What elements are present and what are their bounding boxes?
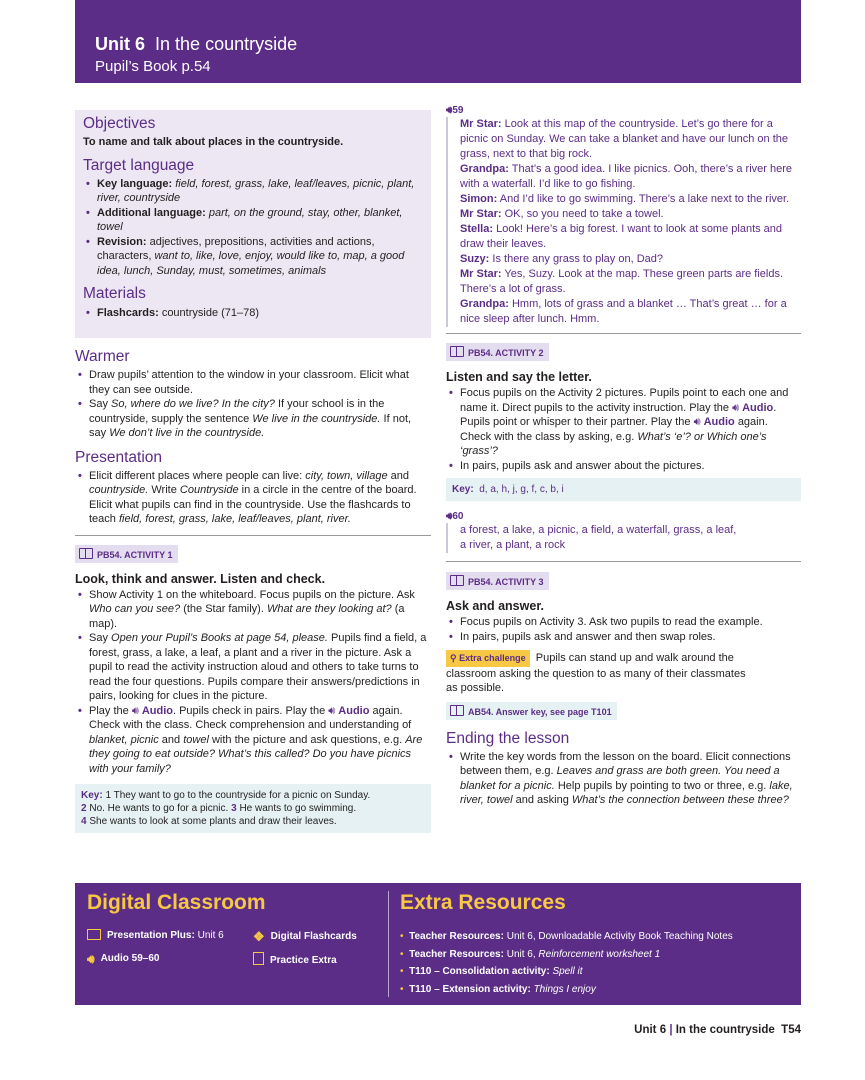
left-column [75,347,431,833]
extra-resources-list [400,928,795,998]
audio-script-59 [446,117,801,327]
materials-list [83,306,423,321]
activity1-badge: PB54. ACTIVITY 1 [75,545,178,563]
list-item[interactable]: • Teacher Resources: Unit 6, Reinforcement worksheet 1 [400,948,661,960]
script-line: Stella: Look! Here’s a big forest. I want to look at some plants and draw their leaves. [460,223,783,250]
extra-challenge: ⚲ Extra challenge Pupils can stand up and walk around the classroom asking the question to as many of their classmates as possible. [446,652,746,694]
divider [446,561,801,562]
list-item: • Additional language: part, on the ground, stay, other, blanket, towel [83,206,423,235]
activity2-key: Key: d, a, h, j, g, f, c, b, i [446,478,801,501]
audio-link[interactable]: 🔊︎ Audio [732,401,774,414]
footer-divider [388,891,389,997]
audio-item[interactable]: 🔊︎ Audio 59–60 [87,952,160,966]
audio-link[interactable]: 🔊︎ Audio [328,704,370,717]
audio-icon: 🔊︎ [446,511,453,522]
activity1-list [75,588,431,777]
list-item: • Show Activity 1 on the whiteboard. Focus pupils on the picture. Ask Who can you see? (the Star family). What are they looking at? (a map). [75,588,431,632]
right-column [446,105,801,808]
extra-resources-heading: Extra Resources [400,891,566,914]
warmer-heading: Warmer [75,348,130,365]
divider [75,535,431,536]
practice-icon [253,952,264,965]
list-item: • Say Open your Pupil’s Books at page 54, please. Pupils find a field, a forest, grass, a lake, a leaf, a plant and a river in the picture. Ask a pupil to read the activity instruction aloud and others to take turns to read the four questions. Pupils compare their answers/predictions in pairs, looking for clues in the picture. [75,631,431,704]
script-line: Simon: And I’d like to go swimming. There’s a lake next to the river. [460,193,790,205]
activity3-heading: Ask and answer. [446,599,544,613]
ending-heading: Ending the lesson [446,729,570,747]
script-line: Mr Star: OK, so you need to take a towel. [460,208,664,220]
book-icon [450,705,464,716]
presentation-heading: Presentation [75,448,163,466]
activity1-key: Key: 1 They want to go to the countryside for a picnic on Sunday. 2 No. He wants to go for a picnic. 3 He wants to go swimming. 4 She wants to look at some plants and draw their leaves. [75,784,431,833]
list-item: • Focus pupils on Activity 3. Ask two pupils to read the example. [446,615,801,630]
page-subtitle: Pupil’s Book p.54 [95,58,211,75]
page-reference: Unit 6 | In the countryside T54 [634,1024,801,1036]
digital-flashcards-item[interactable]: ❖ Digital Flashcards [253,929,357,944]
list-item: • Revision: adjectives, prepositions, activities and actions, characters, want to, like, love, enjoy, would like to, map, a good idea, lunch, Sunday, must, sometimes, animals [83,235,423,279]
warmer-list [75,368,431,441]
list-item[interactable]: • Teacher Resources: Unit 6, Downloadable Activity Book Teaching Notes [400,931,733,942]
list-item: • Play the 🔊︎ Audio. Pupils check in pairs. Play the 🔊︎ Audio again. Check with the class. Check comprehension and understanding of blanket, picnic and towel with the picture and ask questions, e.g. Are they going to eat outside? What’s this called? Do you have picnics with your family? [75,704,431,777]
script-line: Grandpa: Hmm, lots of grass and a blanket … That’s great … for a nice sleep after lunch. Hmm. [460,298,787,325]
list-item[interactable]: • T110 – Consolidation activity: Spell it [400,966,583,977]
presentation-list [75,469,431,527]
target-language-list [83,177,423,279]
activity2-list [446,386,801,473]
list-item: • Draw pupils’ attention to the window in your classroom. Elicit what they can see outside. [75,368,431,397]
book-icon [79,548,93,559]
resources-footer [75,883,801,1005]
list-item: • Focus pupils on the Activity 2 pictures. Pupils point to each one and name it. Direct pupils to the activity instruction. Play the 🔊︎ Audio. Pupils point or whisper to their partner. Play the 🔊︎ Audio again. Check with the class by asking, e.g. What’s ‘e’? or Which one’s ‘grass’? [446,386,801,459]
materials-heading: Materials [83,285,146,302]
list-item: • Flashcards: countryside (71–78) [83,306,423,321]
presentation-plus-item[interactable]: Presentation Plus: Unit 6 [87,929,224,941]
practice-extra-item[interactable]: Practice Extra [253,952,337,966]
audio-script-60: a forest, a lake, a picnic, a field, a waterfall, grass, a leaf, a river, a plant, a rock [446,523,801,553]
ending-list [446,750,801,808]
digital-classroom-heading: Digital Classroom [87,891,266,914]
objectives-heading: Objectives [83,115,156,132]
list-item: • Say So, where do we live? In the city? If your school is in the countryside, supply the sentence We live in the countryside. If not, say We don’t live in the countryside. [75,397,431,441]
activity2-heading: Listen and say the letter. [446,370,592,384]
activity3-list [446,615,801,644]
target-language-heading: Target language [83,156,195,174]
activity1-heading: Look, think and answer. Listen and check. [75,571,326,586]
activity3-badge: PB54. ACTIVITY 3 [446,572,549,590]
list-item: • Key language: field, forest, grass, lake, leaf/leaves, picnic, plant, river, countryside [83,177,423,206]
objectives-text: To name and talk about places in the countryside. [83,136,344,148]
lightbulb-icon: ⚲ [450,653,457,663]
activity2-badge: PB54. ACTIVITY 2 [446,343,549,361]
header-banner [75,0,801,83]
audio-link[interactable]: 🔊︎ Audio [131,704,173,717]
answer-key-badge[interactable]: AB54. Answer key, see page T101 [446,702,617,720]
page-title: Unit 6 In the countryside [95,34,298,54]
flashcards-icon: ❖ [253,929,265,944]
audio-icon: 🔊︎ [446,105,453,116]
script-line: Mr Star: Look at this map of the countryside. Let’s go there for a picnic on Sunday. We can take a blanket and have our lunch on the grass, next to that big rock. [460,118,788,160]
audio-link[interactable]: 🔊︎ Audio [693,416,735,428]
presentation-icon [87,929,101,940]
audio-icon: 🔊︎ [87,952,95,966]
divider [446,333,801,334]
track-59[interactable]: 🔊︎59 [446,105,464,116]
extra-challenge-badge: ⚲ Extra challenge [446,650,530,667]
list-item[interactable]: • T110 – Extension activity: Things I enjoy [400,983,596,995]
book-icon [450,575,464,586]
track-60[interactable]: 🔊︎60 [446,511,464,522]
list-item: • In pairs, pupils ask and answer about the pictures. [446,459,801,474]
script-line: Grandpa: That’s a good idea. I like picnics. Ooh, there’s a river here with a waterfall. I’d like to go fishing. [460,163,793,190]
objectives-box [75,110,431,338]
script-line: Mr Star: Yes, Suzy. Look at the map. These green parts are fields. There’s a lot of grass. [460,268,784,295]
list-item: • In pairs, pupils ask and answer and then swap roles. [446,630,801,645]
list-item: • Elicit different places where people can live: city, town, village and countryside. Write Countryside in a circle in the centre of the board. Elicit what pupils can find in the countryside. Use the flashcards to teach field, forest, grass, lake, leaf/leaves, plant, river. [75,469,431,527]
book-icon [450,346,464,357]
list-item: • Write the key words from the lesson on the board. Elicit connections between them, e.g. Leaves and grass are both green. You need a blanket for a picnic. Help pupils by pointing to two or three, e.g. lake, river, towel and asking What’s the connection between these three? [446,750,801,808]
script-line: Suzy: Is there any grass to play on, Dad? [460,253,664,265]
